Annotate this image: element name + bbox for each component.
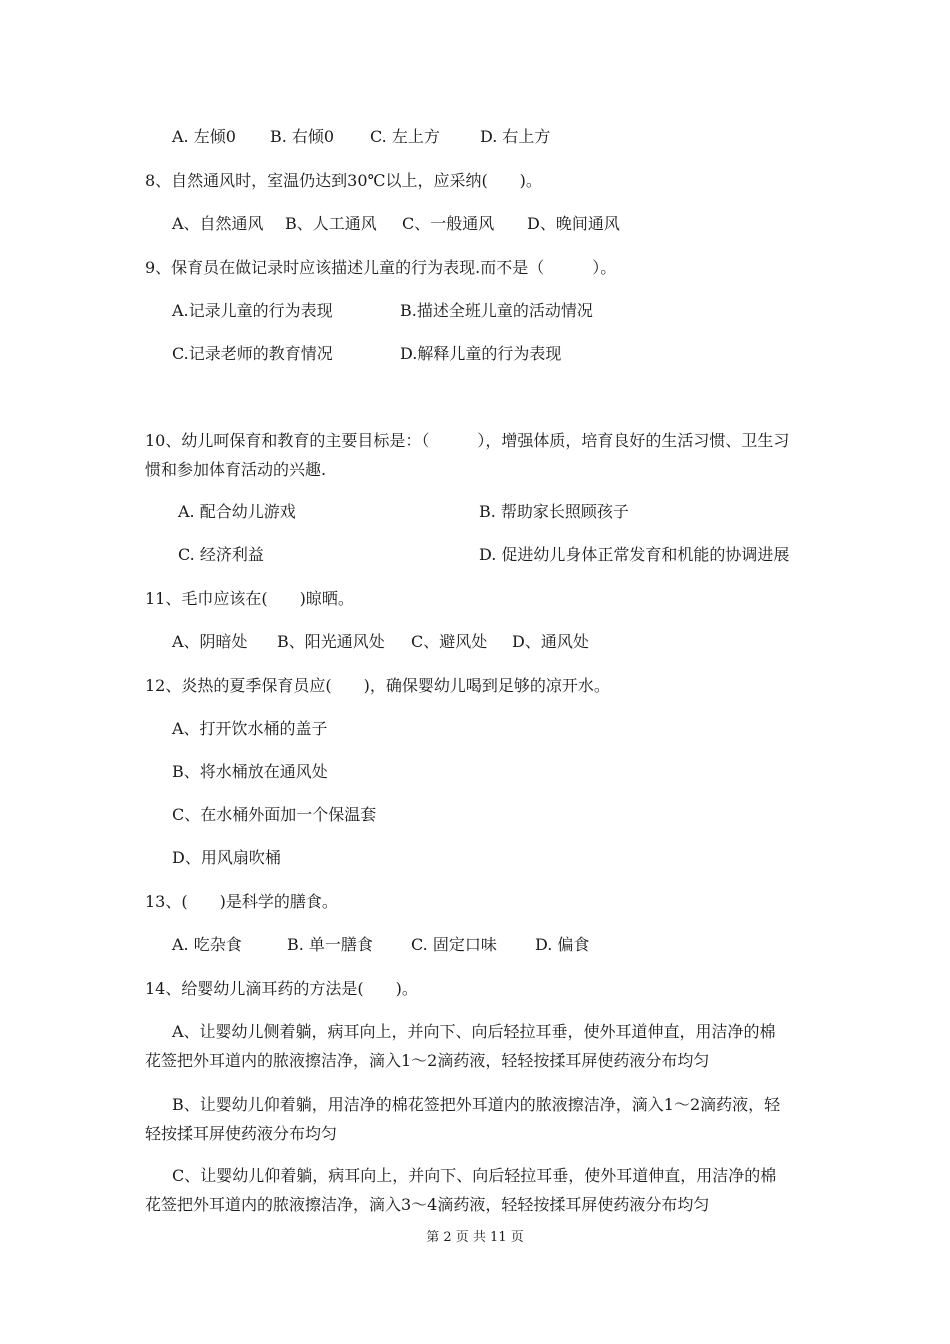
q9-option-b: B.描述全班儿童的活动情况 [400,301,593,320]
q9-option-c: C.记录老师的教育情况 [172,344,333,363]
q7-option-c: C. 左上方 [370,127,440,146]
q14-option-c-line2: 花签把外耳道内的脓液擦洁净，滴入3～4滴药液，轻轻按揉耳屏使药液分布均匀 [145,1195,710,1214]
q14-option-c-line1: C、让婴幼儿仰着躺，病耳向上，并向下、向后轻拉耳垂，使外耳道伸直，用洁净的棉 [172,1166,777,1185]
q12-option-b: B、将水桶放在通风处 [172,762,328,781]
q13-option-b: B. 单一膳食 [287,935,373,954]
q14-stem: 14、给婴幼儿滴耳药的方法是( )。 [145,979,418,998]
q8-option-c: C、一般通风 [402,214,495,233]
q7-option-a: A. 左倾0 [172,127,236,146]
q10-stem-line2: 惯和参加体育活动的兴趣. [145,460,327,479]
q12-option-d: D、用风扇吹桶 [172,848,281,867]
q10-stem-line1: 10、幼儿呵保育和教育的主要目标是：（ ），增强体质，培育良好的生活习惯、卫生习 [145,431,790,450]
q12-stem: 12、炎热的夏季保育员应( )，确保婴幼儿喝到足够的凉开水。 [145,676,610,695]
q11-option-a: A、阴暗处 [172,632,248,651]
q12-option-c: C、在水桶外面加一个保温套 [172,805,377,824]
q8-stem: 8、自然通风时，室温仍达到30℃以上，应采纳( )。 [145,171,542,190]
q10-option-c: C. 经济利益 [178,545,264,564]
q13-stem: 13、( )是科学的膳食。 [145,892,338,911]
q11-option-d: D、通风处 [512,632,589,651]
q14-option-b-line2: 轻按揉耳屏使药液分布均匀 [145,1124,338,1143]
q11-option-b: B、阳光通风处 [277,632,385,651]
q14-option-b-line1: B、让婴幼儿仰着躺，用洁净的棉花签把外耳道内的脓液擦洁净，滴入1～2滴药液，轻 [172,1095,781,1114]
q11-option-c: C、避风处 [411,632,488,651]
q11-stem: 11、毛巾应该在( )晾晒。 [145,589,354,608]
q9-option-a: A.记录儿童的行为表现 [172,301,333,320]
q10-option-b: B. 帮助家长照顾孩子 [479,502,629,521]
q13-option-a: A. 吃杂食 [172,935,242,954]
q10-option-d: D. 促进幼儿身体正常发育和机能的协调进展 [479,545,790,564]
q8-option-a: A、自然通风 [172,214,264,233]
q9-stem: 9、保育员在做记录时应该描述儿童的行为表现.而不是（ ）。 [145,258,617,277]
q7-option-d: D. 右上方 [480,127,551,146]
q7-option-b: B. 右倾0 [270,127,335,146]
q9-option-d: D.解释儿童的行为表现 [400,344,562,363]
q13-option-d: D. 偏食 [535,935,590,954]
q8-option-b: B、人工通风 [285,214,377,233]
page-footer: 第 2 页 共 11 页 [426,1230,524,1245]
q10-option-a: A. 配合幼儿游戏 [178,502,296,521]
q14-option-a-line1: A、让婴幼儿侧着躺，病耳向上，并向下、向后轻拉耳垂，使外耳道伸直，用洁净的棉 [172,1022,776,1041]
q12-option-a: A、打开饮水桶的盖子 [172,719,328,738]
q8-option-d: D、晚间通风 [527,214,620,233]
q13-option-c: C. 固定口味 [411,935,497,954]
q14-option-a-line2: 花签把外耳道内的脓液擦洁净，滴入1～2滴药液，轻轻按揉耳屏使药液分布均匀 [145,1051,710,1070]
